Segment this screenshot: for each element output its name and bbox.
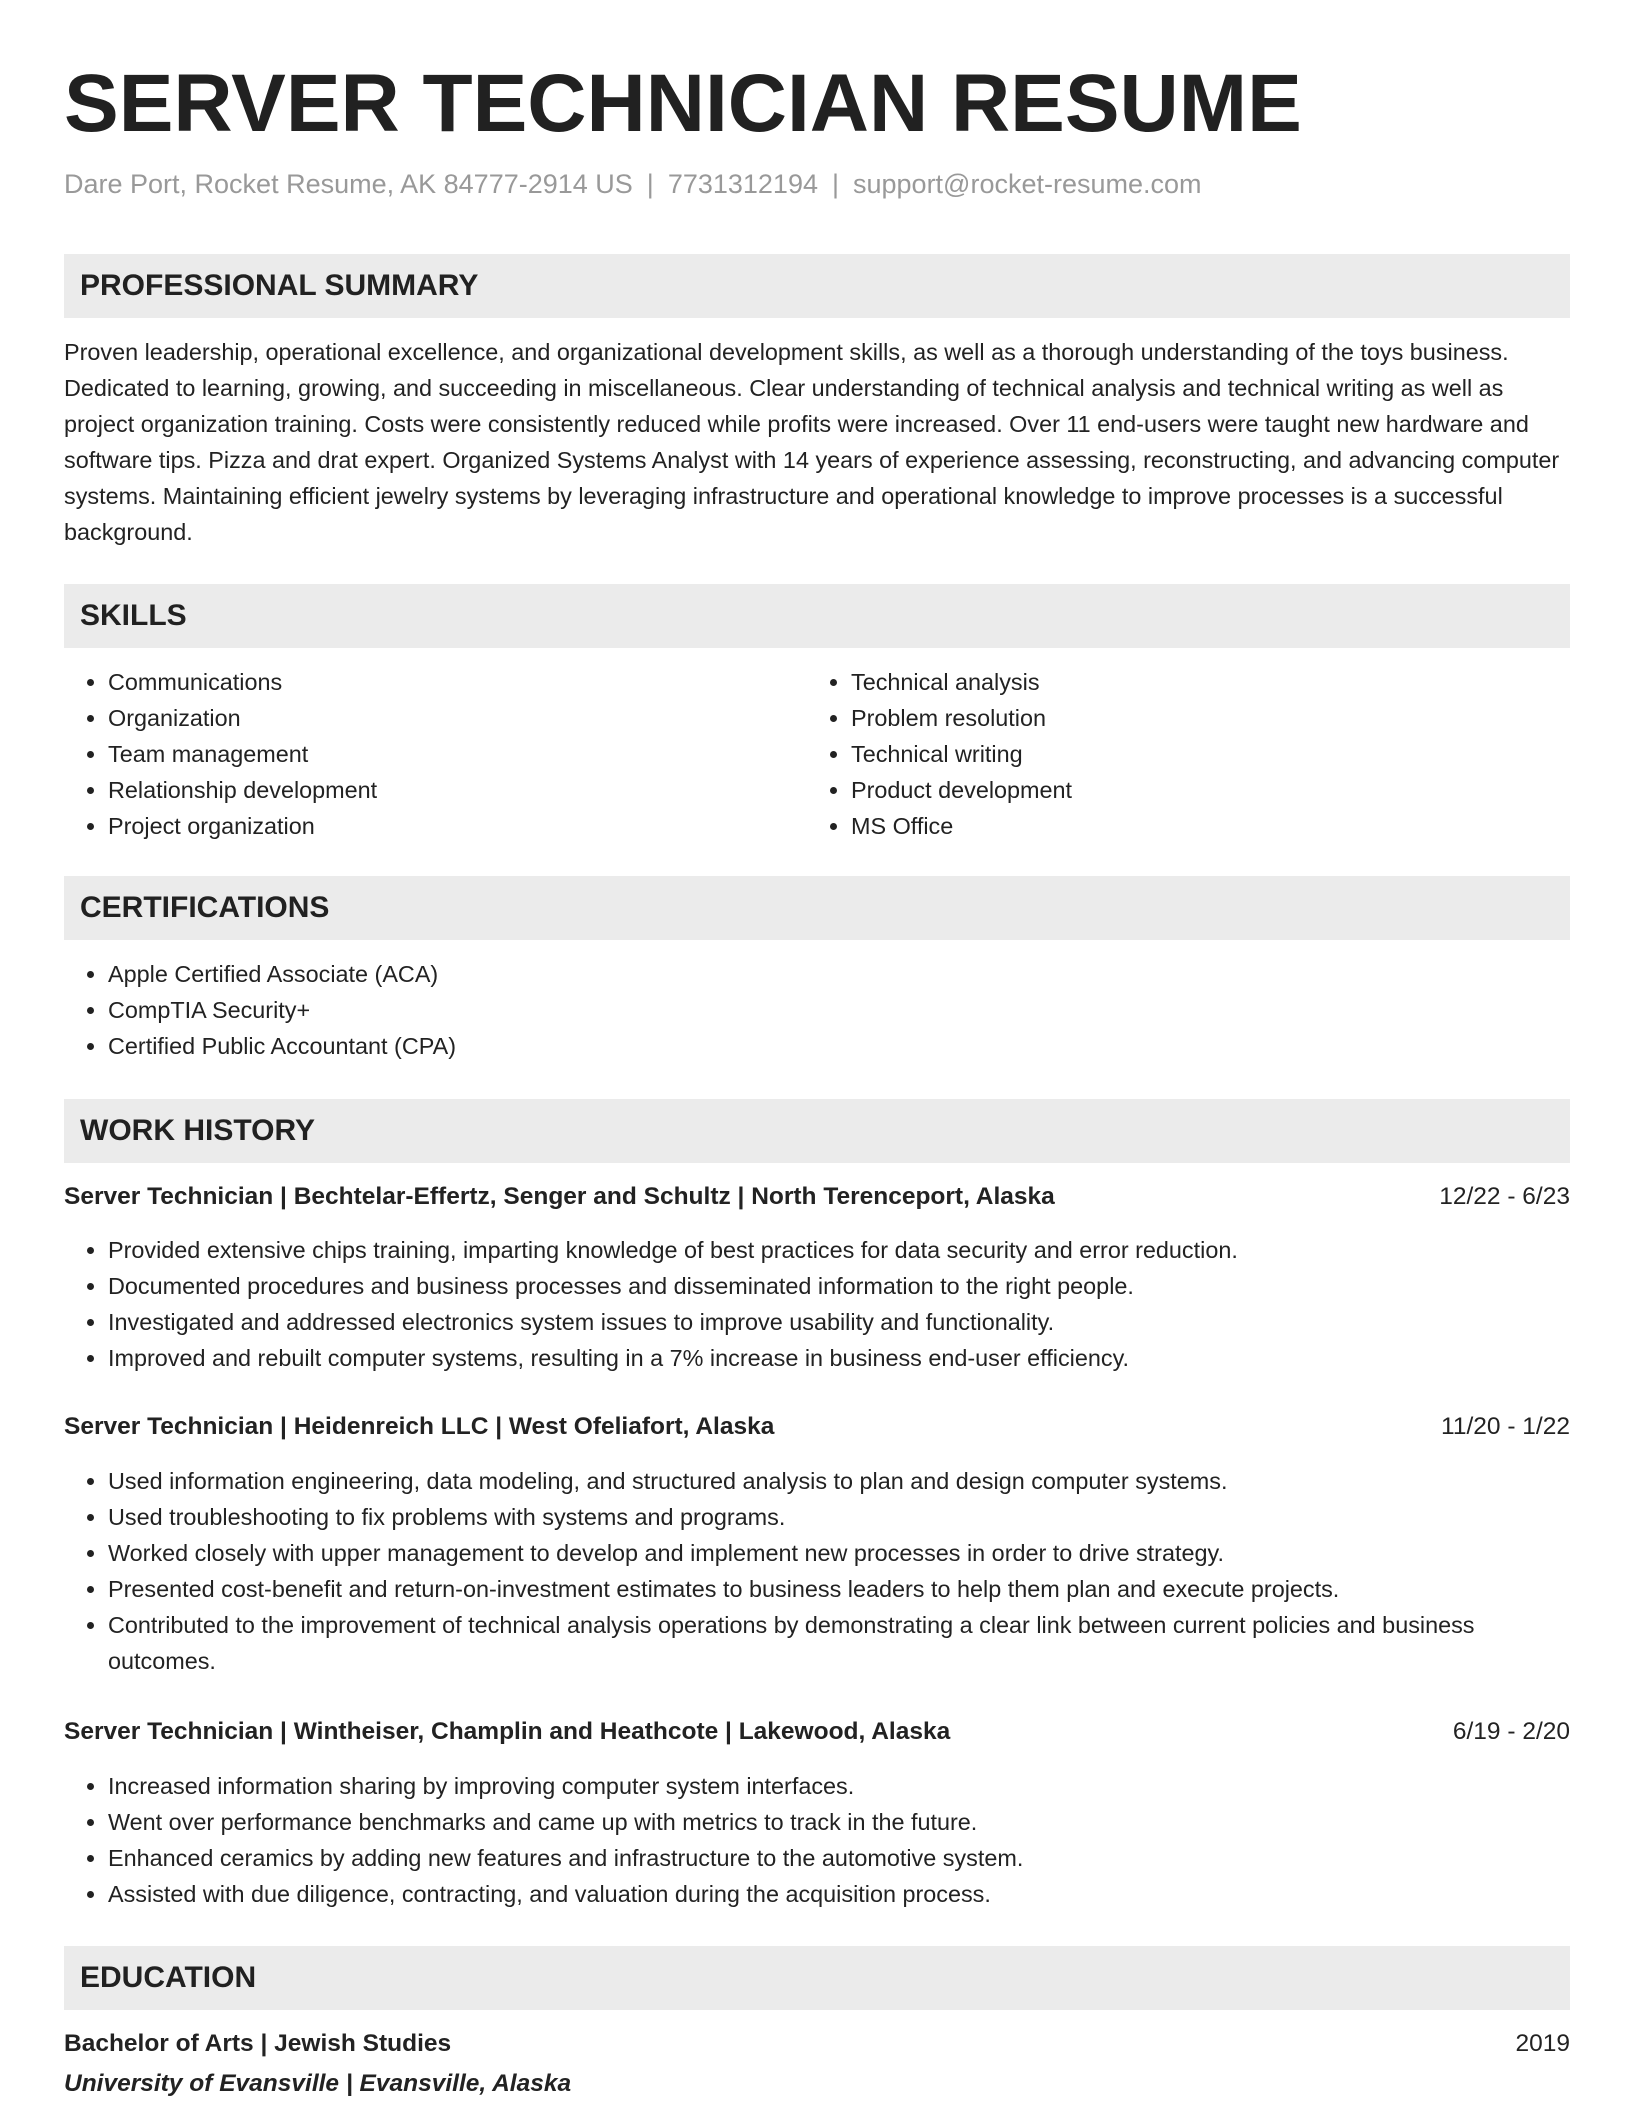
contact-email: support@rocket-resume.com <box>853 169 1202 199</box>
skill-item: • Product development <box>851 772 1551 808</box>
job-header <box>64 1409 1570 1445</box>
work-history-heading: WORK HISTORY <box>64 1099 1570 1163</box>
job-bullet: • Improved and rebuilt computer systems, resulting in a 7% increase in business end-user efficiency. <box>108 1340 1570 1376</box>
certification-item: • Apple Certified Associate (ACA) <box>108 956 1570 992</box>
skill-item: • Technical analysis <box>851 664 1551 700</box>
job-bullet: • Contributed to the improvement of technical analysis operations by demonstrating a clear link between current policies and business outcomes. <box>108 1607 1570 1679</box>
job-header <box>64 1179 1570 1215</box>
certification-item: • CompTIA Security+ <box>108 992 1570 1028</box>
skill-item: • Relationship development <box>108 772 808 808</box>
resume-title: SERVER TECHNICIAN RESUME <box>64 58 1302 149</box>
summary-heading: PROFESSIONAL SUMMARY <box>64 254 1570 318</box>
education-year: 2019 <box>1515 2030 1570 2057</box>
summary-text: Proven leadership, operational excellence, and organizational development skills, as well as a thorough understanding of the toys business. Dedicated to learning, growing, and succeeding in miscellaneous. Clear understanding of technical analysis and technical writing as well as project organization training. Costs were consistently reduced while profits were increased. Over 11 end-users were taught new hardware and software tips. Pizza and drat expert. Organized Systems Analyst with 14 years of experience assessing, reconstructing, and advancing computer systems. Maintaining efficient jewelry systems by leveraging infrastructure and operational knowledge to improve processes is a successful background. <box>64 339 1560 545</box>
contact-address: Dare Port, Rocket Resume, AK 84777-2914 US <box>64 169 633 199</box>
job-bullet: • Used information engineering, data modeling, and structured analysis to plan and design computer systems. <box>108 1463 1570 1499</box>
skill-item: • Organization <box>108 700 808 736</box>
job-bullet: • Used troubleshooting to fix problems with systems and programs. <box>108 1499 1570 1535</box>
job-bullets <box>64 1463 1570 1679</box>
job-title: Server Technician | Wintheiser, Champlin and Heathcote | Lakewood, Alaska <box>64 1718 951 1745</box>
job-bullet: • Presented cost-benefit and return-on-investment estimates to business leaders to help them plan and execute projects. <box>108 1571 1570 1607</box>
job-bullet: • Investigated and addressed electronics system issues to improve usability and functionality. <box>108 1304 1570 1340</box>
skills-list-right <box>807 664 1551 844</box>
job-bullet: • Documented procedures and business processes and disseminated information to the right people. <box>108 1268 1570 1304</box>
job-dates: 6/19 - 2/20 <box>1452 1718 1570 1745</box>
education-header <box>64 2026 1570 2062</box>
job-dates: 12/22 - 6/23 <box>1439 1183 1570 1210</box>
certifications-list <box>64 956 1570 1064</box>
job-bullet: • Went over performance benchmarks and came up with metrics to track in the future. <box>108 1804 1570 1840</box>
skill-item: • Problem resolution <box>851 700 1551 736</box>
skill-item: • Communications <box>108 664 808 700</box>
job-bullet: • Provided extensive chips training, imparting knowledge of best practices for data security and error reduction. <box>108 1232 1570 1268</box>
skills-list-left <box>64 664 808 844</box>
job-title: Server Technician | Heidenreich LLC | West Ofeliafort, Alaska <box>64 1413 775 1440</box>
contact-separator: | <box>646 169 654 199</box>
education-school: University of Evansville | Evansville, Alaska <box>64 2070 572 2097</box>
job-bullet: • Assisted with due diligence, contracting, and valuation during the acquisition process. <box>108 1876 1570 1912</box>
contact-line <box>64 166 1202 202</box>
skill-item: • MS Office <box>851 808 1551 844</box>
job-bullets <box>64 1232 1570 1376</box>
skills-heading: SKILLS <box>64 584 1570 648</box>
job-header <box>64 1714 1570 1750</box>
skill-item: • Project organization <box>108 808 808 844</box>
certification-item: • Certified Public Accountant (CPA) <box>108 1028 1570 1064</box>
job-bullet: • Worked closely with upper management to develop and implement new processes in order to drive strategy. <box>108 1535 1570 1571</box>
education-degree: Bachelor of Arts | Jewish Studies <box>64 2030 452 2057</box>
certifications-heading: CERTIFICATIONS <box>64 876 1570 940</box>
job-bullets <box>64 1768 1570 1912</box>
job-bullet: • Enhanced ceramics by adding new features and infrastructure to the automotive system. <box>108 1840 1570 1876</box>
skill-item: • Team management <box>108 736 808 772</box>
job-bullet: • Increased information sharing by improving computer system interfaces. <box>108 1768 1570 1804</box>
job-dates: 11/20 - 1/22 <box>1441 1413 1570 1440</box>
job-title: Server Technician | Bechtelar-Effertz, Senger and Schultz | North Terenceport, Alaska <box>64 1183 1055 1210</box>
contact-separator: | <box>831 169 839 199</box>
skill-item: • Technical writing <box>851 736 1551 772</box>
contact-phone: 7731312194 <box>667 169 818 199</box>
education-heading: EDUCATION <box>64 1946 1570 2010</box>
